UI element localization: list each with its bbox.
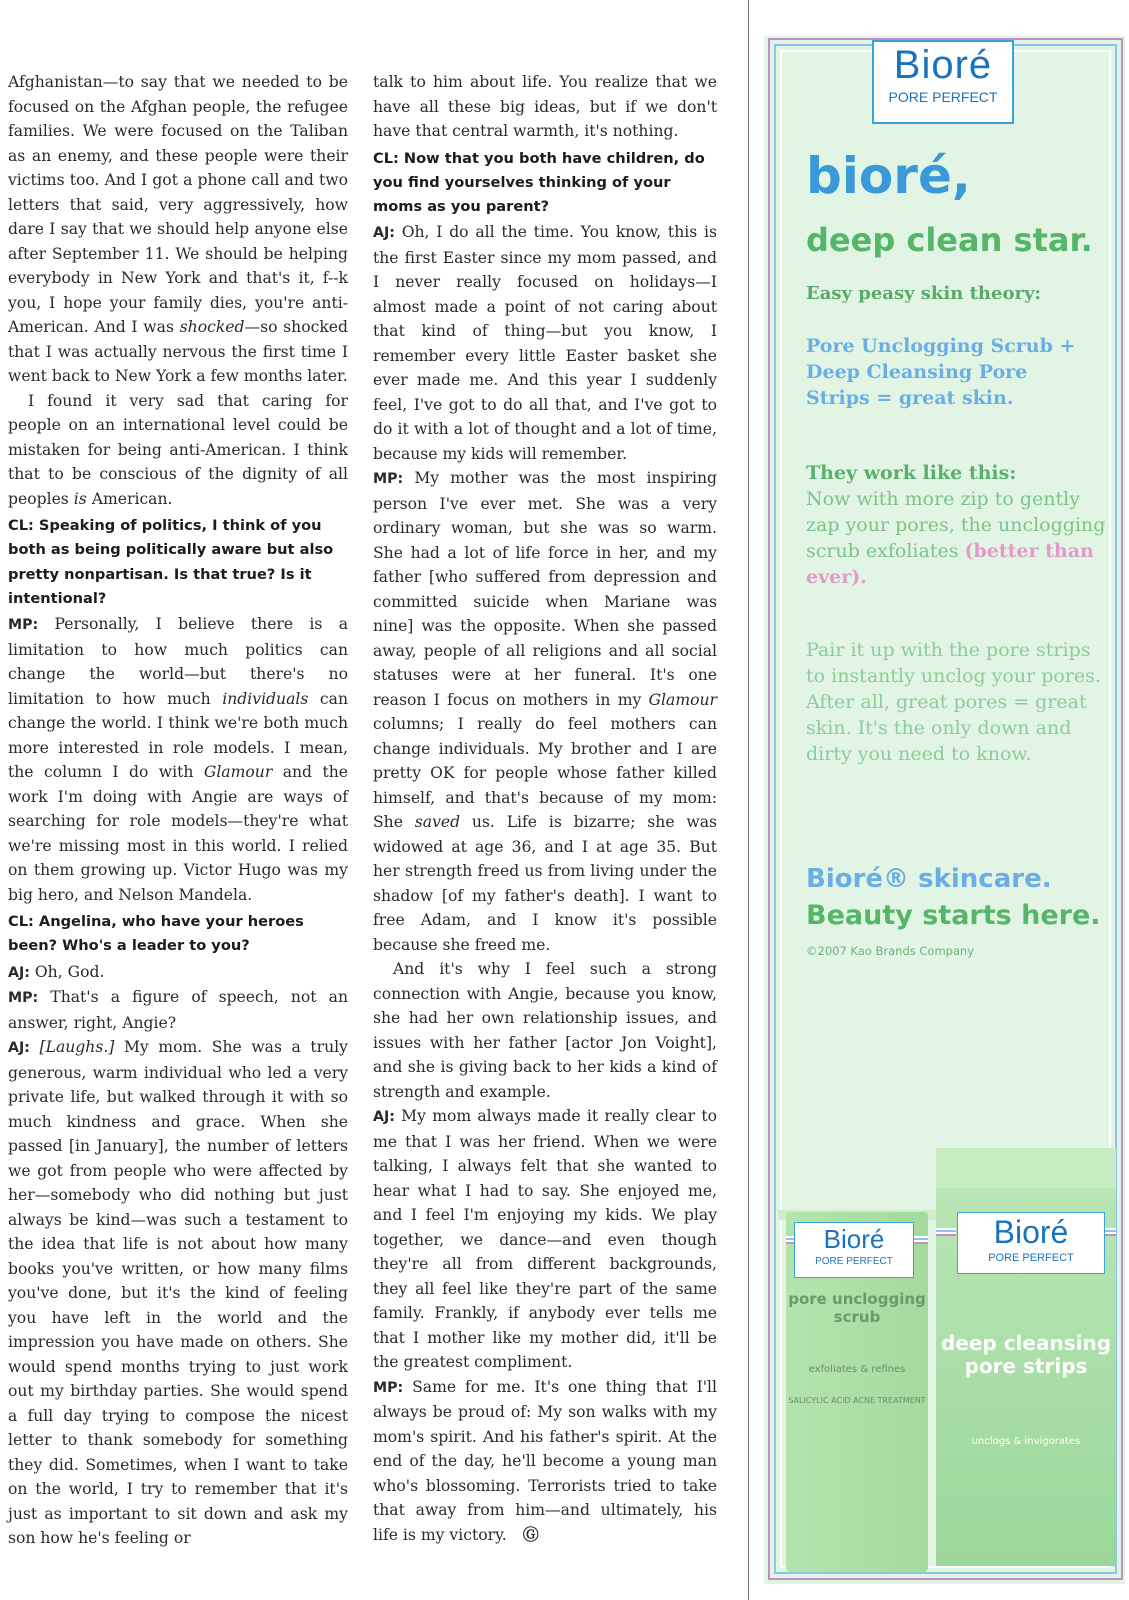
ad-equation: Pore Unclogging Scrub + Deep Cleansing Pore Strips = great skin. [806, 335, 1076, 409]
answer: AJ: Oh, God. [8, 962, 105, 981]
interview-question: CL: Now that you both have children, do you find yourselves thinking of your moms as you parent? [373, 149, 705, 216]
ad-copyright: ©2007 Kao Brands Company [806, 944, 975, 958]
paragraph: I found it very sad that caring for people on an international level could be mistaken for being anti-American. I think that to be conscious of the dignity of all peoples is American. [8, 391, 348, 508]
tube-logo: Bioré PORE PERFECT [794, 1222, 914, 1278]
paragraph: And it's why I feel such a strong connection with Angie, because you know, she had her own relationship issues, and issues with her father [actor Jon Voight], and she is giving back to her kids a kind of strength and example. [373, 960, 717, 1101]
product-box-top [936, 1148, 1116, 1190]
paragraph: Afghanistan—to say that we needed to be focused on the Afghan people, the refugee families. We were focused on the Taliban as an enemy, and these people were their victims too. And I got a phone call and two letters that said, very aggressively, how dare I say that we should help anyone else after September 11. We should be helping everybody in New York and that's it, f--k you, I hope your family dies, you're anti-American. And I was shocked—so shocked that I was actually nervous the first time I went back to New York a few months later. [8, 73, 348, 385]
answer: MP: Personally, I believe there is a limitation to how much politics can change the world—but there's no limitation to how much individuals can change the world. I think we're both much more interested in role models. I mean, the column I do with Glamour and the work I'm doing with Angie are ways of searching for role models—they're what we're missing most in this world. I relied on them growing up. Victor Hugo was my big hero, and Nelson Mandela. [8, 615, 349, 904]
paragraph: talk to him about life. You realize that we have all these big ideas, but if we don't have that central warmth, it's nothing. [373, 73, 717, 140]
end-mark-icon: Ⓖ [522, 1524, 539, 1544]
ad-headline: bioré, [806, 147, 971, 205]
ad-body: They work like this: Now with more zip to gently zap your pores, the unclogging scrub exfoliates (better than ever). [806, 462, 1106, 588]
box-logo: Bioré PORE PERFECT [957, 1212, 1105, 1274]
stripe-decoration [786, 1236, 794, 1244]
tube-product-sub-2: SALICYLIC ACID ACNE TREATMENT [788, 1396, 926, 1405]
answer: MP: That's a figure of speech, not an answer, right, Angie? [8, 988, 348, 1032]
interview-question: CL: Speaking of politics, I think of you both as being politically aware but also pretty nonpartisan. Is that true? Is it intentional? [8, 517, 334, 607]
tube-product-name: pore unclogging scrub [788, 1290, 926, 1326]
answer: AJ: My mom always made it really clear to me that I was her friend. When we were talking, I always felt that she wanted to hear what I had to say. She enjoyed me, and I feel I'm enjoying my kids. We play together, we dance—and even though they're all from different backgrounds, they all feel like they're part of the same family. Frankly, if anybody ever tells me that I mother like my mother did, it'll be the greatest compliment. [373, 1107, 717, 1372]
stripe-decoration [912, 1236, 928, 1244]
answer: MP: Same for me. It's one thing that I'll always be proud of: My son walks with my mom's spirit. And his father's spirit. At the end of the day, he'll become a young man who's blossoming. Terrorists tried to take that away from him—and ultimately, his life is my victory. Ⓖ [373, 1377, 717, 1544]
column-divider [748, 0, 749, 1600]
tube-product-sub: exfoliates & refines [808, 1364, 906, 1375]
ad-body-2: Pair it up with the pore strips to instantly unclog your pores. After all, great pores = great skin. It's the only down and dirty you need to know. [806, 639, 1101, 765]
stripe-decoration [936, 1228, 956, 1236]
box-product-name: deep cleansing pore strips [940, 1331, 1112, 1378]
ad-headline-2: deep clean star. [806, 221, 1093, 259]
brand-logo: Bioré PORE PERFECT [872, 40, 1014, 124]
answer: AJ: Oh, I do all the time. You know, this is the first Easter since my mom passed, and I never really focused on holidays—I almost made a point of not caring about that kind of thing—but you know, I remember every little Easter basket she ever made me. And this year I suddenly feel, I've got to do all that, and I've got to do it with a lot of thought and a lot of time, because my kids will remember. [373, 223, 717, 463]
ad-tagline-2: Beauty starts here. [806, 900, 1101, 931]
answer: AJ: [Laughs.] My mom. She was a truly generous, warm individual who led a very private life, but walked through it with so much kindness and grace. When she passed [in January], the number of letters we got from people who were affected by her—somebody who did nothing but just always be kind—was such a testament to the idea that life is not about how many books you've written, or how many films you've done, but it's the kind of feeling you have left in the world and the impression you have made on others. She would spend months trying to just work out my birthday parties. She would spend a full day trying to compose the nicest letter to thank somebody for something they did. Sometimes, when I want to take on the world, I try to remember that it's just as important to sit down and ask my son how he's feeling or [8, 1038, 348, 1548]
article-column-2 [373, 70, 717, 1547]
ad-tagline: Bioré® skincare. [806, 864, 1052, 894]
ad-subhead: Easy peasy skin theory: [806, 283, 1042, 304]
article-column-1 [8, 70, 348, 1551]
answer: MP: My mother was the most inspiring person I've ever met. She was a very ordinary woman, but she was so warm. She had a lot of life force in her, and my father [who suffered from depression and committed suicide when Mariane was nine] was the opposite. When she passed away, people of all religions and all social statuses were at her funeral. It's one reason I focus on mothers in my Glamour columns; I really do feel mothers can change individuals. My brother and I are pretty OK for people whose father killed himself, and that's because of my mom: She saved us. Life is bizarre; she was widowed at age 36, and I at age 35. But her strength freed us from living under the shadow [of my father's death]. I want to free Adam, and I know it's possible because she freed me. [373, 469, 717, 954]
box-product-sub: unclogs & invigorates [971, 1436, 1081, 1447]
interview-question: CL: Angelina, who have your heroes been? Who's a leader to you? [8, 913, 304, 955]
